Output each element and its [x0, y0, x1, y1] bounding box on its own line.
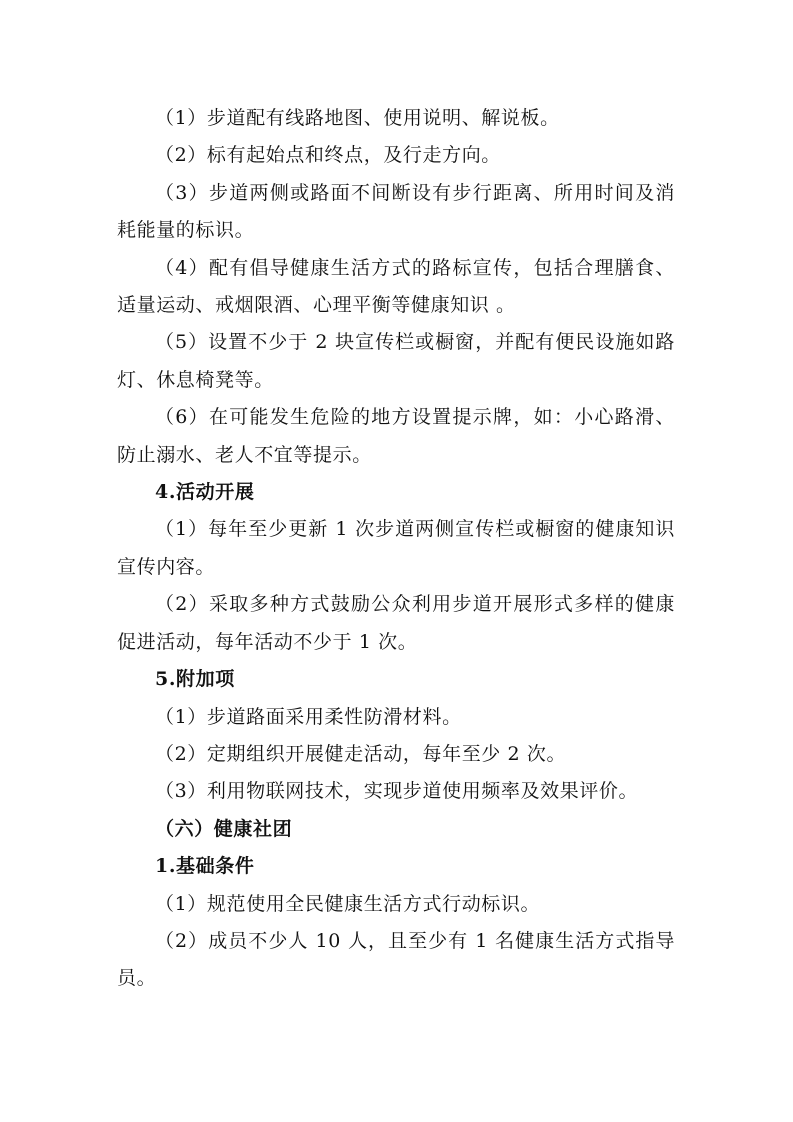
paragraph-start-end-points: （2）标有起始点和终点，及行走方向。 — [155, 144, 501, 167]
paragraph-promotion-activities: （2）采取多种方式鼓励公众利用步道开展形式多样的健康促进活动，每年活动不少于 1 次。 — [117, 593, 675, 653]
paragraph-member-count: （2）成员不少人 10 人，且至少有 1 名健康生活方式指导员。 — [117, 929, 675, 990]
paragraph-annual-update: （1）每年至少更新 1 次步道两侧宣传栏或橱窗的健康知识宣传内容。 — [117, 518, 675, 578]
paragraph-step-facilities: （1）步道配有线路地图、使用说明、解说板。 — [155, 107, 560, 129]
document-body — [117, 100, 675, 998]
section-heading-basic-conditions: 1.基础条件 — [155, 855, 255, 878]
paragraph-bulletin-boards: （5）设置不少于 2 块宣传栏或橱窗，并配有便民设施如路灯、休息椅凳等。 — [117, 331, 675, 391]
paragraph-health-signage: （4）配有倡导健康生活方式的路标宣传，包括合理膳食、适量运动、戒烟限酒、心理平衡等健康知识 。 — [117, 256, 675, 317]
paragraph-walking-events: （2）定期组织开展健走活动，每年至少 2 次。 — [155, 742, 567, 765]
paragraph-warning-signs: （6）在可能发生危险的地方设置提示牌，如：小心路滑、防止溺水、老人不宜等提示。 — [117, 406, 675, 466]
paragraph-logo-usage: （1）规范使用全民健康生活方式行动标识。 — [155, 892, 541, 915]
paragraph-anti-slip-surface: （1）步道路面采用柔性防滑材料。 — [155, 705, 462, 728]
section-heading-health-clubs: （六）健康社团 — [155, 817, 293, 840]
paragraph-distance-markers: （3）步道两侧或路面不间断设有步行距离、所用时间及消耗能量的标识。 — [117, 181, 675, 242]
paragraph-iot-evaluation: （3）利用物联网技术，实现步道使用频率及效果评价。 — [155, 780, 639, 803]
section-heading-additional-items: 5.附加项 — [155, 668, 235, 691]
section-heading-activities: 4.活动开展 — [155, 481, 255, 504]
